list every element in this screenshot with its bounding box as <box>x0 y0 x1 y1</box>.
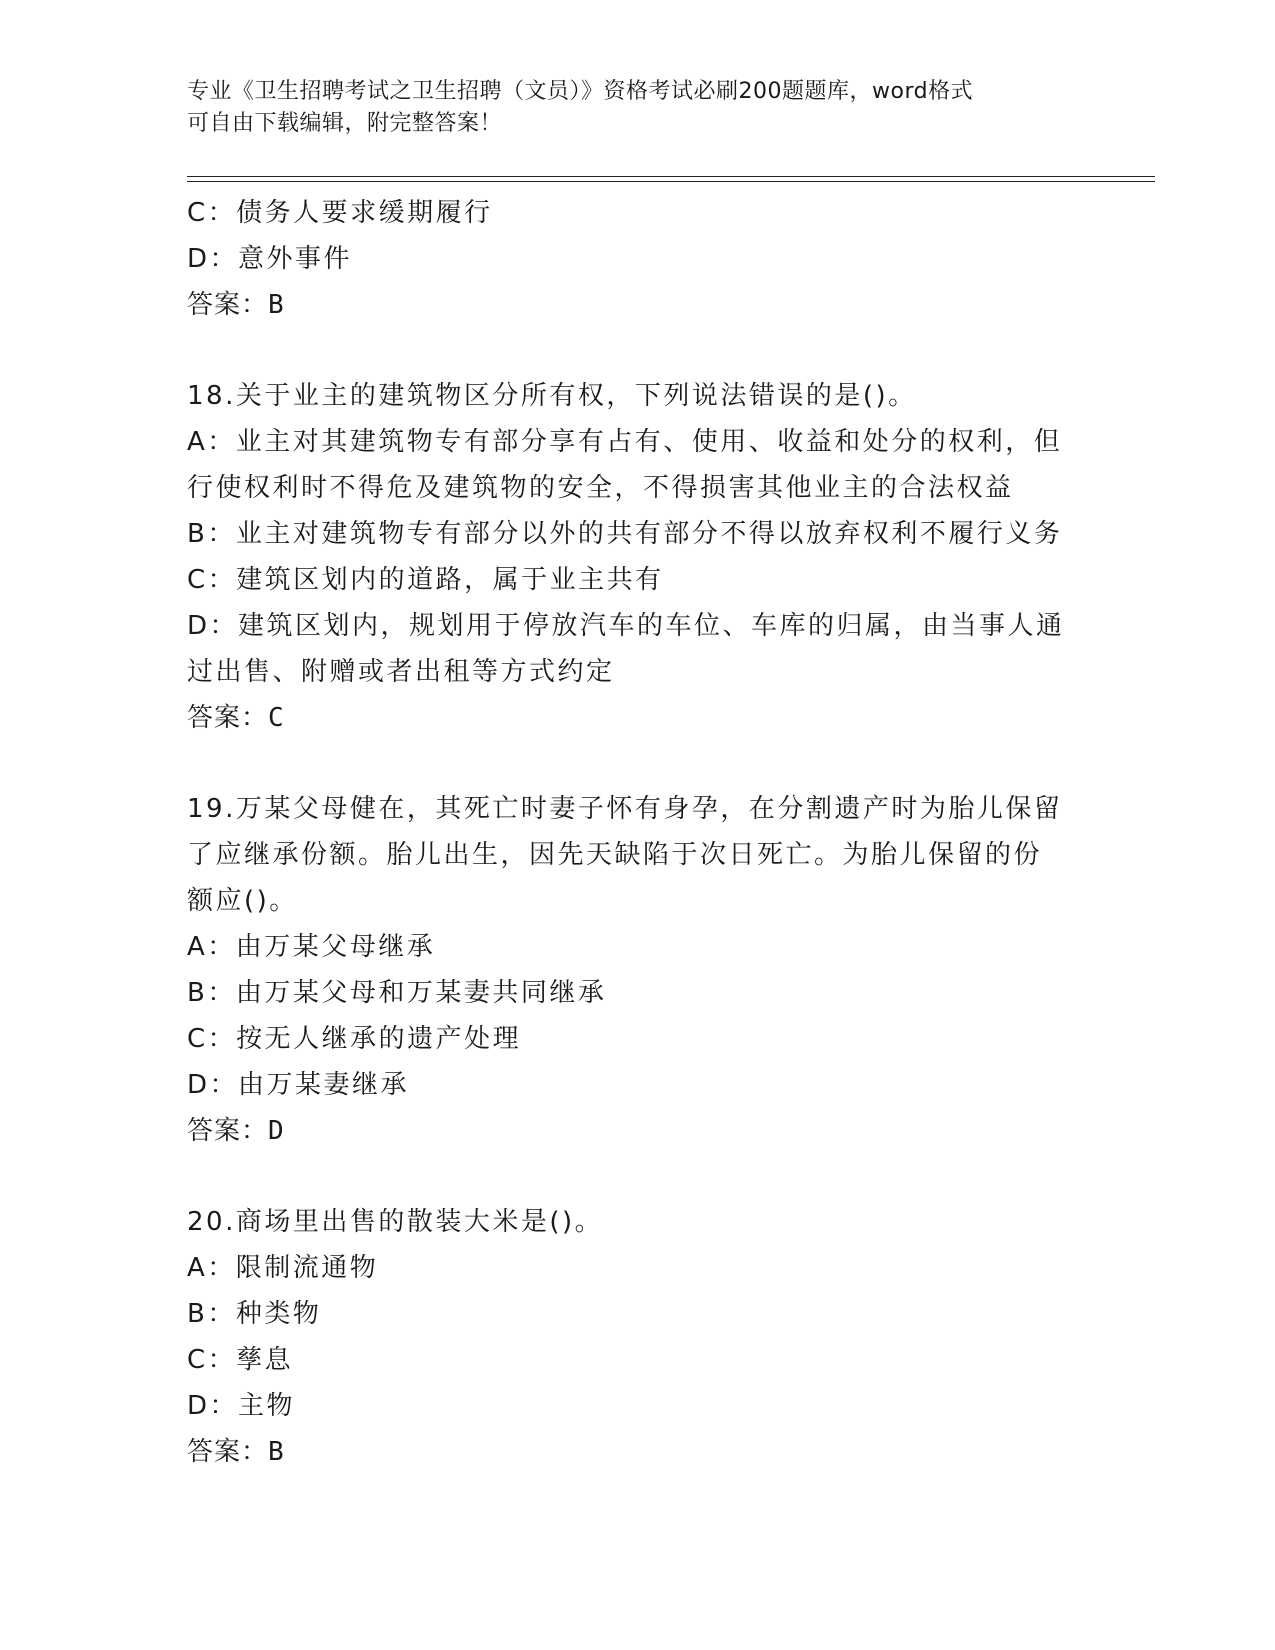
option-d: D：意外事件 <box>187 244 353 274</box>
answer-value: C <box>268 703 287 733</box>
option-c: C：债务人要求缓期履行 <box>187 198 493 228</box>
question-stem: 20.商场里出售的散装大米是()。 <box>187 1207 604 1237</box>
option-a: A：业主对其建筑物专有部分享有占有、使用、收益和处分的权利，但 <box>187 427 1063 457</box>
spacer <box>187 328 1087 373</box>
answer-label: 答案： <box>187 290 269 320</box>
option-c: C：建筑区划内的道路，属于业主共有 <box>187 565 664 595</box>
question-18 <box>187 373 1087 741</box>
document-header <box>187 76 1067 140</box>
answer-value: D <box>268 1116 287 1146</box>
header-divider-bottom <box>187 181 1155 182</box>
question-stem-continued: 了应继承份额。胎儿出生，因先天缺陷于次日死亡。为胎儿保留的份 <box>187 840 1043 870</box>
answer-value: B <box>268 1437 287 1467</box>
option-b: B：种类物 <box>187 1299 322 1329</box>
option-d: D：主物 <box>187 1391 296 1421</box>
option-d-continued: 过出售、附赠或者出租等方式约定 <box>187 657 615 687</box>
option-c: C：孳息 <box>187 1345 294 1375</box>
option-d: D：建筑区划内，规划用于停放汽车的车位、车库的归属，由当事人通 <box>187 611 1065 641</box>
option-b: B：业主对建筑物专有部分以外的共有部分不得以放弃权利不履行义务 <box>187 519 1063 549</box>
answer-line <box>187 282 1087 328</box>
option-c: C：按无人继承的遗产处理 <box>187 1024 522 1054</box>
option-a-continued: 行使权利时不得危及建筑物的安全，不得损害其他业主的合法权益 <box>187 473 1014 503</box>
header-line-2: 可自由下载编辑，附完整答案！ <box>187 111 503 136</box>
answer-label: 答案： <box>187 1437 269 1467</box>
answer-label: 答案： <box>187 703 269 733</box>
answer-line <box>187 1429 1087 1475</box>
answer-value: B <box>268 290 287 320</box>
question-19 <box>187 786 1087 1154</box>
option-b: B：由万某父母和万某妻共同继承 <box>187 978 607 1008</box>
answer-line <box>187 695 1087 741</box>
spacer <box>187 741 1087 786</box>
question-list <box>187 190 1087 1475</box>
question-stem: 18.关于业主的建筑物区分所有权，下列说法错误的是()。 <box>187 381 917 411</box>
question-20 <box>187 1199 1087 1475</box>
option-a: A：限制流通物 <box>187 1253 379 1283</box>
question-stem: 19.万某父母健在，其死亡时妻子怀有身孕，在分割遗产时为胎儿保留 <box>187 794 1063 824</box>
spacer <box>187 1154 1087 1199</box>
header-divider-top <box>187 176 1155 177</box>
option-a: A：由万某父母继承 <box>187 932 436 962</box>
answer-label: 答案： <box>187 1116 269 1146</box>
question-stem-continued: 额应()。 <box>187 886 298 916</box>
header-line-1: 专业《卫生招聘考试之卫生招聘（文员）》资格考试必刷200题题库，word格式 <box>187 79 974 104</box>
option-d: D：由万某妻继承 <box>187 1070 410 1100</box>
answer-line <box>187 1108 1087 1154</box>
previous-question-tail <box>187 190 1087 328</box>
